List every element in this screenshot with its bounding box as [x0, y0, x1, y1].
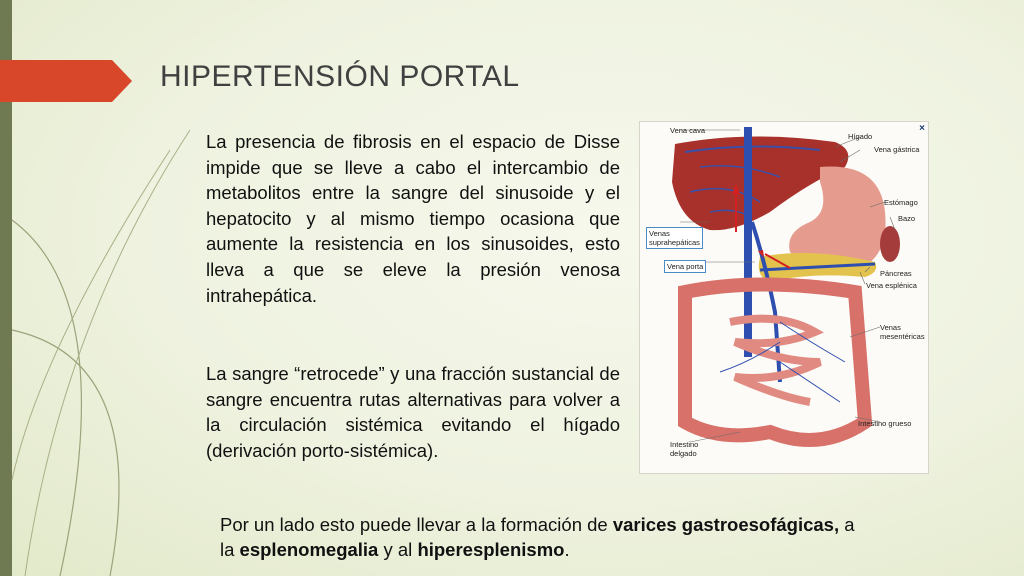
label-text: delgado	[670, 449, 697, 458]
label-vena-gastrica: Vena gástrica	[874, 145, 920, 154]
bottom-text-part: a la	[220, 514, 855, 560]
label-estomago: Estómago	[884, 198, 918, 207]
slide-title: HIPERTENSIÓN PORTAL	[160, 60, 520, 93]
label-text: suprahepáticas	[649, 238, 700, 247]
label-text: Venas	[880, 323, 901, 332]
bold-esplenomegalia: esplenomegalia	[239, 539, 379, 560]
label-intestino-delgado	[670, 440, 698, 458]
bottom-text	[220, 512, 860, 562]
bold-hiperesplenismo: hiperesplenismo	[417, 539, 565, 560]
label-intestino-grueso: Intestino grueso	[858, 419, 912, 428]
close-icon[interactable]: ×	[919, 123, 925, 134]
title-arrow-shape	[0, 60, 132, 102]
label-vena-porta: Vena porta	[664, 260, 706, 273]
bottom-text-part: y al	[378, 539, 418, 560]
paragraph-fibrosis: La presencia de fibrosis en el espacio de Disse impide que se lleve a cabo el intercambio de metabolitos entre la sangre del sinusoide y el hepatocito y al mismo tiempo ocasiona que aumente la resistencia en los sinusoides, esto lleva a que se eleve la presión venosa intrahepática.	[206, 131, 620, 306]
label-venas-mesentericas	[880, 323, 925, 341]
anatomy-figure	[639, 121, 929, 474]
bold-varices: varices gastroesofágicas,	[612, 514, 840, 535]
label-vena-esplenica: Vena esplénica	[866, 281, 917, 290]
bottom-text-part: Por un lado esto puede llevar a la formación de	[220, 514, 613, 535]
label-text: Venas	[649, 229, 670, 238]
label-text: Intestino	[670, 440, 699, 449]
label-vena-cava: Vena cava	[670, 126, 706, 135]
paragraph-derivacion: La sangre “retrocede” y una fracción sustancial de sangre encuentra rutas alternativas para volver a la circulación sistémica evitando el hígado (derivación porto-sistémica).	[206, 363, 620, 461]
label-higado: Hígado	[848, 132, 873, 141]
label-bazo: Bazo	[898, 214, 916, 223]
label-pancreas: Páncreas	[880, 269, 912, 278]
label-text: mesentéricas	[880, 332, 925, 341]
bottom-text-part: .	[564, 539, 570, 560]
label-venas-suprahepaticas	[646, 227, 703, 249]
